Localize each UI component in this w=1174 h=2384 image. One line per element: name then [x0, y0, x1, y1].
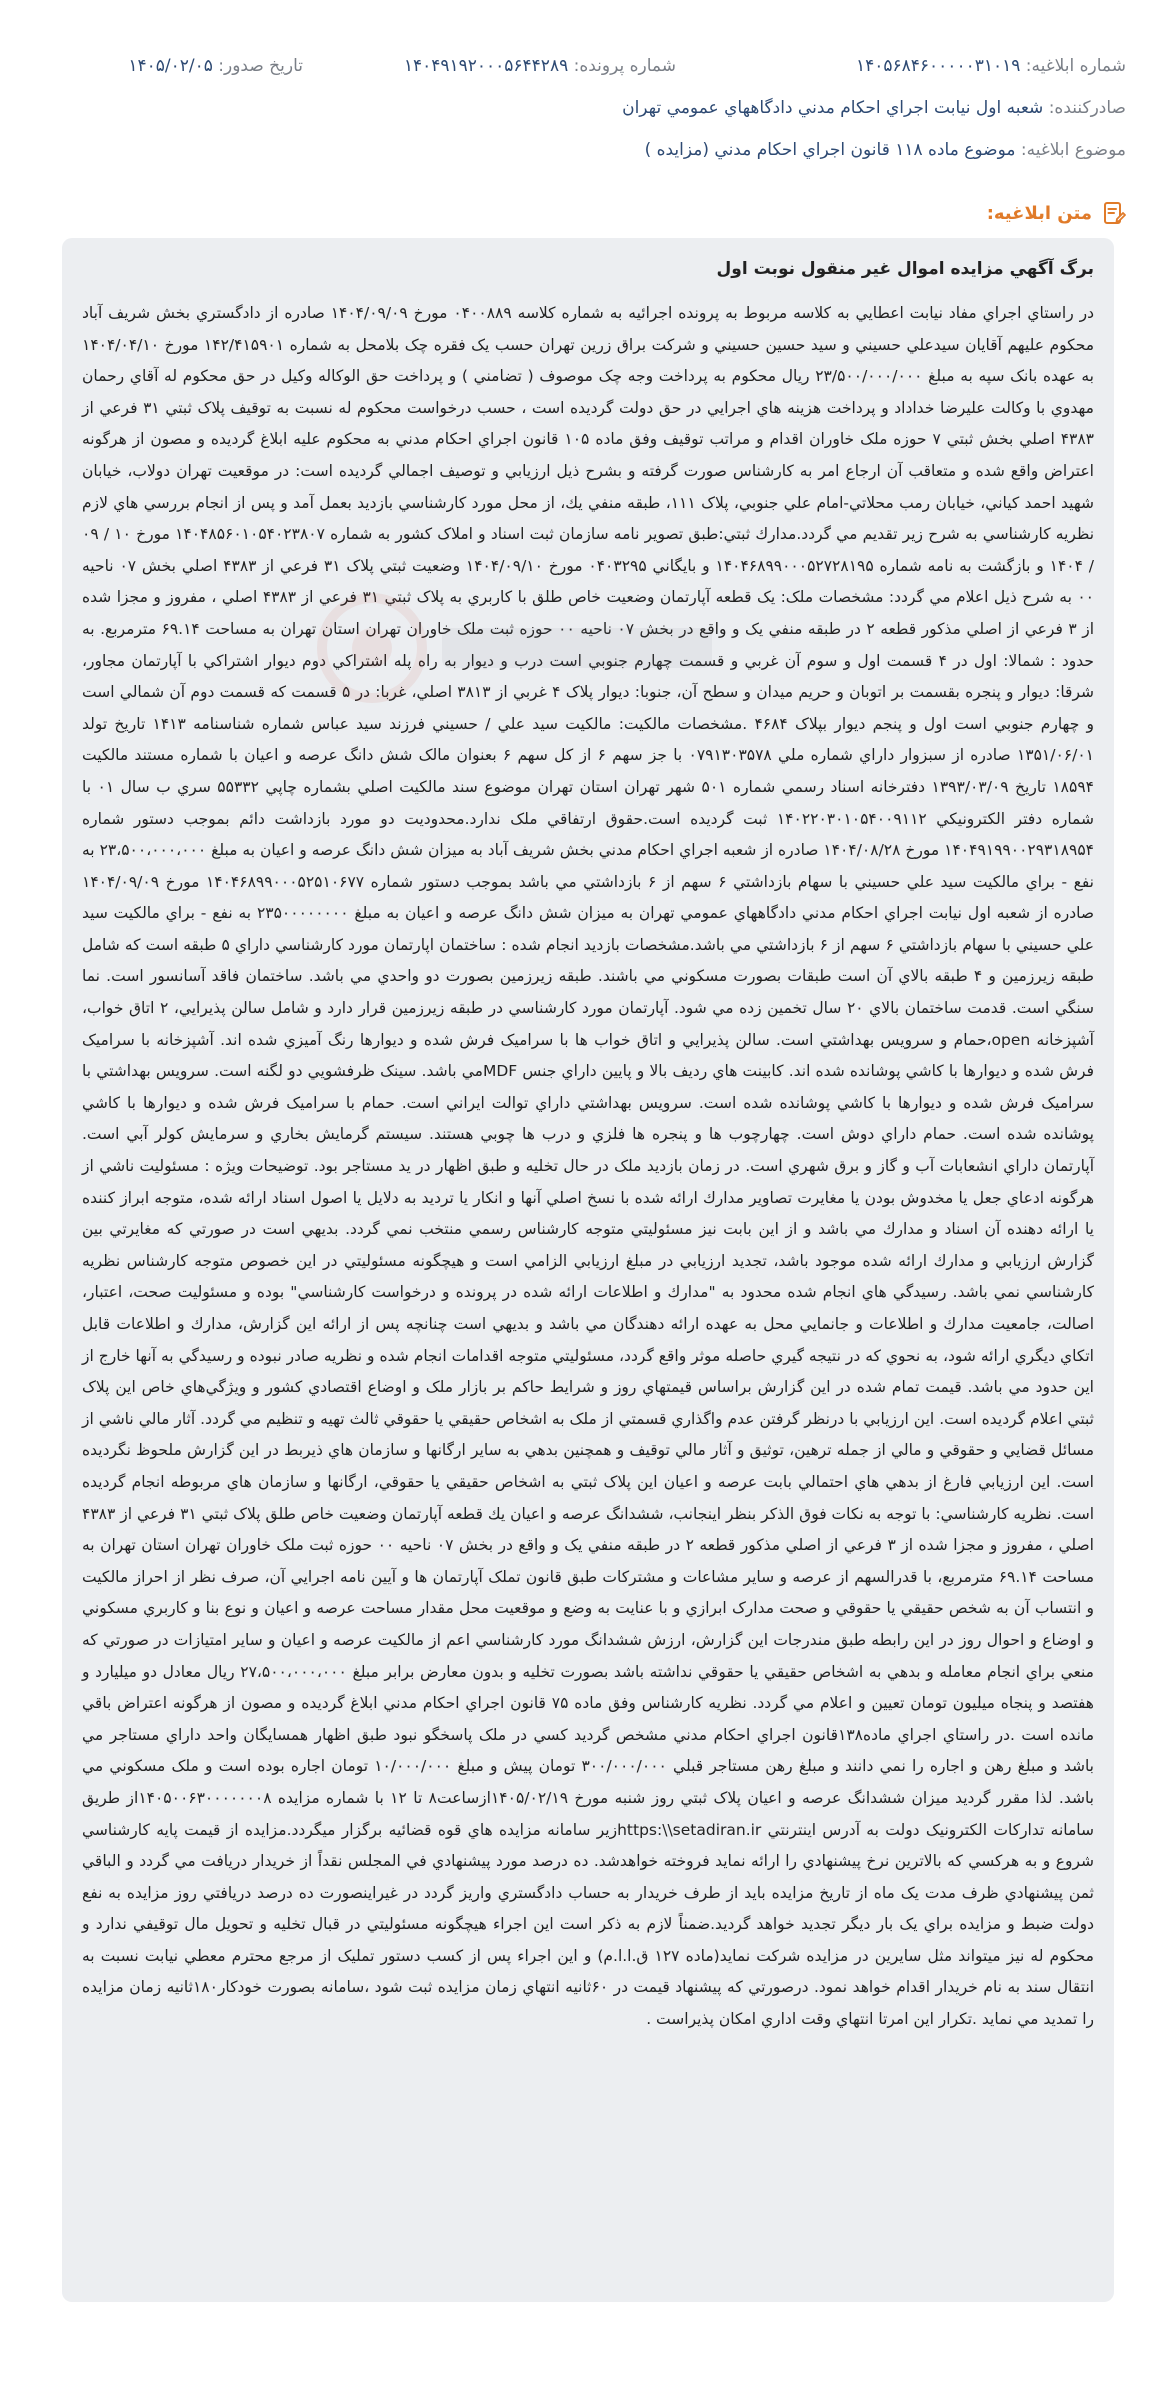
- notice-text-panel: [62, 238, 1114, 2302]
- issuer-label: صادرکننده:: [1048, 98, 1126, 118]
- notice-body: در راستاي اجراي مفاد نيابت اعطايي به كلاسه مربوط به پرونده اجرائيه به شماره كلاسه ۰۴۰۰۸۸۹ مورخ ۱۴۰۴/۰۹/۰۹ صادره از دادگستري بخش شريف آباد محكوم عليهم آقايان سيدعلي حسيني و سيد حسين حسيني و شركت براق زرين تهران حسب يک فقره چک بلامحل به شماره ۱۴۲/۴۱۵۹۰۱ مورخ ۱۴۰۴/۰۴/۱۰ به عهده بانک سپه به مبلغ ۲۳/۵۰۰/۰۰۰/۰۰۰ ريال محكوم به پرداخت وجه چک موصوف ( تضامني ) و پرداخت حق الوكاله وكيل در حق محكوم له آقاي رحمان مهدوي با وكالت عليرضا خداداد و پرداخت هزينه هاي اجرايي در حق دولت گرديده است ، حسب درخواست محكوم له نسبت به توقيف پلاک ثبتي ۳۱ فرعي از ۴۳۸۳ اصلي بخش ثبتي ۷ حوزه ملک خاوران اقدام و مراتب توقيف وفق ماده ۱۰۵ قانون اجراي احكام مدني به محكوم عليه ابلاغ گرديده و مصون از هرگونه اعتراض واقع شده و متعاقب آن ارجاع امر به كارشناس صورت گرفته و بشرح ذيل ارزيابي و توصيف اجمالي گرديده است: در موقعيت تهران دولاب، خيابان شهيد احمد كياني، خيابان رمب محلاتي-امام علي جنوبي، پلاک ۱۱۱، طبقه منفي يك، از محل مورد كارشناسي بازديد بعمل آمد و پس از انجام بررسي هاي لازم نظريه كارشناسي به شرح زير تقديم مي گردد.مدارك ثبتي:طبق تصوير نامه سازمان ثبت اسناد و املاک كشور به شماره ۱۴۰۴۸۵۶۰۱۰۵۴۰۲۳۸۰۷ مورخ ۱۰ / ۰۹ / ۱۴۰۴ و بازگشت به نامه شماره ۱۴۰۴۶۸۹۹۰۰۰۵۲۷۲۸۱۹۵ و بايگاني ۰۴۰۳۲۹۵ مورخ ۱۴۰۴/۰۹/۱۰ وضعيت ثبتي پلاک ۳۱ فرعي از ۴۳۸۳ اصلي بخش ۰۷ ناحيه ۰۰ به شرح ذيل اعلام مي گردد: مشخصات ملک: يک قطعه آپارتمان وضعيت خاص طلق با كاربري به پلاک ثبتي ۳۱ فرعي از ۴۳۸۳ اصلي ، مفروز و مجزا شده از ۳ فرعي از اصلي مذكور قطعه ۲ در طبقه منفي يک و واقع در بخش ۰۷ ناحيه ۰۰ حوزه ثبت ملک خاوران تهران استان تهران به مساحت ۶۹.۱۴ مترمربع. به حدود : شمالا: اول در ۴ قسمت اول و سوم آن غربي و قسمت چهارم جنوبي است درب و ديوار به راه پله اشتراكي دوم ديوار اشتراكي با آپارتمان مجاور، شرقا: ديوار و پنجره بقسمت بر اتوبان و حريم ميدان و سطح آن، جنوبا: ديوار پلاک ۴ غربي از ۳۸۱۳ اصلي، غربا: در ۵ قسمت كه قسمت دوم آن شمالي است و چهارم جنوبي است اول و پنجم ديوار بپلاک ۴۶۸۴ .مشخصات مالكيت: مالكيت سيد علي / حسيني فرزند سيد عباس شماره شناسنامه ۱۴۱۳ تاريخ تولد ۱۳۵۱/۰۶/۰۱ صادره از سبزوار داراي شماره ملي ۰۷۹۱۳۰۳۵۷۸ با جز سهم ۶ از كل سهم ۶ بعنوان مالک شش دانگ عرصه و اعيان با شماره مستند مالكيت ۱۸۵۹۴ تاريخ ۱۳۹۳/۰۳/۰۹ دفترخانه اسناد رسمي شماره ۵۰۱ شهر تهران استان تهران موضوع سند مالكيت اصلي بشماره چاپي ۵۵۳۳۲ سري ب سال ۰۱ با شماره دفتر الكترونيكي ۱۴۰۲۲۰۳۰۱۰۵۴۰۰۹۱۱۲ ثبت گرديده است.حقوق ارتفاقي ملک ندارد.محدوديت دو مورد بازداشت دائم بموجب دستور شماره ۱۴۰۴۹۱۹۹۰۰۲۹۳۱۸۹۵۴ مورخ ۱۴۰۴/۰۸/۲۸ صادره از شعبه اجراي احكام مدني بخش شريف آباد به ميزان شش دانگ عرصه و اعيان به مبلغ ۲۳،۵۰۰،۰۰۰،۰۰۰ به نفع - براي مالكيت سيد علي حسيني با سهام بازداشتي ۶ سهم از ۶ بازداشتي مي باشد بموجب دستور شماره ۱۴۰۴۶۸۹۹۰۰۰۵۲۵۱۰۶۷۷ مورخ ۱۴۰۴/۰۹/۰۹ صادره از شعبه اول نيابت اجراي احكام مدني دادگاههاي عمومي تهران به ميزان شش دانگ عرصه و اعيان به مبلغ ۲۳۵۰۰۰۰۰۰۰۰ به نفع - براي مالكيت سيد علي حسيني با سهام بازداشتي ۶ سهم از ۶ بازداشتي مي باشد.مشخصات بازديد انجام شده : ساختمان اپارتمان مورد كارشناسي داراي ۵ طبقه است كه شامل طبقه زيرزمين و ۴ طبقه بالاي آن است طبقات بصورت مسكوني مي باشند. طبقه زيرزمين بصورت دو واحدي مي باشد. ساختمان فاقد آسانسور است. نما سنگي است. قدمت ساختمان بالاي ۲۰ سال تخمين زده مي شود. آپارتمان مورد كارشناسي در طبقه زيرزمين قرار دارد و شامل سالن پذيرايي، ۲ اتاق خواب، آشپزخانه open،حمام و سرويس بهداشتي است. سالن پذيرايي و اتاق خواب ها با سراميک فرش شده و ديوارها رنگ آميزي شده اند. آشپزخانه با سراميک فرش شده و ديوارها با كاشي پوشانده شده اند. كابينت هاي رديف بالا و پايين داراي جنس MDFمي باشد. سينک ظرفشويي دو لگنه است. سرويس بهداشتي با سراميک فرش شده و ديوارها با كاشي پوشانده شده است. سرويس بهداشتي داراي توالت ايراني است. حمام با سراميک فرش شده و ديوارها با كاشي پوشانده شده است. حمام داراي دوش است. چهارچوب ها و پنجره ها فلزي و درب ها چوبي هستند. سيستم گرمايش بخاري و سرمايش كولر آبي است. آپارتمان داراي انشعابات آب و گاز و برق شهري است. در زمان بازديد ملک در حال تخليه و طبق اظهار در يد مستاجر بود. توضيحات ويژه : مسئوليت ناشي از هرگونه ادعاي جعل يا مخدوش بودن يا مغايرت تصاوير مدارك ارائه شده با نسخ اصلي آنها و انكار يا ترديد به دلايل يا اصول اسناد ارائه شده، متوجه ابراز كننده يا ارائه دهنده آن اسناد و مدارك مي باشد و از اين بابت نيز مسئوليتي متوجه كارشناس رسمي منتخب نمي گردد. بديهي است در صورتي كه مغايرتي بين گزارش ارزيابي و مدارك ارائه شده موجود باشد، تجديد ارزيابي در مبلغ ارزيابي الزامي است و هيچگونه مسئوليتي در اين خصوص متوجه كارشناس نظريه كارشناسي نمي باشد. رسيدگي هاي انجام شده محدود به "مدارك و اطلاعات ارائه شده در پرونده و درخواست كارشناسي" بوده و مسئوليت صحت، اعتبار، اصالت، جامعيت مدارك و اطلاعات و جانمايي محل به عهده ارائه دهندگان مي باشد و بديهي است چنانچه پس از ارائه اين گزارش، مدارك و اطلاعات قابل اتكاي ديگري ارائه شود، به نحوي كه در نتيجه گيري حاصله موثر واقع گردد، مسئوليتي متوجه اقدامات انجام شده و نظريه صادر نبوده و رسيدگي به آنها خارج از اين حدود مي باشد. قيمت تمام شده در اين گزارش براساس قيمتهاي روز و شرايط حاكم بر بازار ملک و اوضاع اقتصادي كشور و ويژگي‌هاي خاص اين پلاک ثبتي اعلام گرديده است. اين ارزيابي با درنظر گرفتن عدم واگذاري قسمتي از ملک به اشخاص حقيقي يا حقوقي ثالث تهيه و تنظيم مي گردد. آثار مالي ناشي از مسائل قضايي و حقوقي و مالي از جمله ترهين، توثيق و آثار مالي توقيف و همچنين بدهي به ساير ارگانها و سازمان هاي ذيربط در اين گزارش ملحوظ نگرديده است. اين ارزيابي فارغ از بدهي هاي احتمالي بابت عرصه و اعيان اين پلاک ثبتي به اشخاص حقيقي يا حقوقي، ارگانها و سازمان هاي مربوطه انجام گرديده است. نظريه كارشناسي: با توجه به نكات فوق الذكر بنظر اينجانب، ششدانگ عرصه و اعيان يك قطعه آپارتمان وضعيت خاص طلق پلاک ثبتي ۳۱ فرعي از ۴۳۸۳ اصلي ، مفروز و مجزا شده از ۳ فرعي از اصلي مذكور قطعه ۲ در طبقه منفي يک و واقع در بخش ۰۷ ناحيه ۰۰ حوزه ثبت ملک خاوران تهران استان تهران به مساحت ۶۹.۱۴ مترمربع، با قدرالسهم از عرصه و ساير مشاعات و مشتركات طبق قانون تملک آپارتمان ها و آيين نامه اجرايي آن، صرف نظر از احراز مالكيت و انتساب آن به شخص حقيقي يا حقوقي و صحت مدارک ابرازي و با عنايت به وضع و موقعيت محل مقدار مساحت عرصه و اعيان و نوع بنا و كاربري مسكوني و اوضاع و احوال روز در اين رابطه طبق مندرجات اين گزارش، ارزش ششدانگ مورد كارشناسي اعم از مالكيت عرصه و اعيان و ساير امتيازات در صورتي كه منعي براي انجام معامله و بدهي به اشخاص حقيقي يا حقوقي نداشته باشد بصورت تخليه و بدون معارض برابر مبلغ ۲۷،۵۰۰،۰۰۰،۰۰۰ ريال معادل دو ميليارد و هفتصد و پنجاه ميليون تومان تعيين و اعلام مي گردد. نظريه كارشناس وفق ماده ۷۵ قانون اجراي احكام مدني ابلاغ گرديده و مصون از هرگونه اعتراض باقي مانده است .در راستاي اجراي ماده۱۳۸قانون اجراي احكام مدني مشخص گرديد كسي در ملک پاسخگو نبود طبق اظهار همسايگان واحد داراي مستاجر مي باشد و مبلغ رهن و اجاره را نمي دانند و مبلغ رهن مستاجر قبلي ۳۰۰/۰۰۰/۰۰۰ تومان پيش و مبلغ ۱۰/۰۰۰/۰۰۰ تومان اجاره بوده است و ملک مسكوني مي باشد. لذا مقرر گرديد ميزان ششدانگ عرصه و اعيان پلاک ثبتي روز شنبه مورخ ۱۴۰۵/۰۲/۱۹ازساعت۸ تا ۱۲ با شماره مزايده ۱۴۰۵۰۰۶۳۰۰۰۰۰۰۰۸از طريق سامانه تداركات الكترونيک دولت به آدرس اينترنتي https:\\setadiran.irزير سامانه مزايده هاي قوه قضائيه برگزار ميگردد.مزايده از قيمت پايه كارشناسي شروع و به هركسي كه بالاترين نرخ پيشنهادي را ارائه نمايد فروخته خواهدشد. ده درصد مورد پيشنهادي في المجلس نقداً از خريدار دريافت مي گردد و الباقي ثمن پيشنهادي ظرف مدت يک ماه از تاريخ مزايده بايد از طرف خريدار به حساب دادگستري واريز گردد در غيراينصورت ده درصد دريافتي روز مزايده به نفع دولت ضبط و مزايده براي يک بار ديگر تجديد خواهد گرديد.ضمناً لازم به ذكر است اين اجراء هيچگونه مسئوليتي در قبال تخليه و تحويل مال توقيفي ندارد و محكوم له نيز ميتواند مثل سايرين در مزايده شركت نمايد(ماده ۱۲۷ ق.ا.ا.م) و اين اجراء پس از كسب دستور تمليک از مرجع محترم معطي نيابت نسبت به انتقال سند به نام خريدار اقدام خواهد نمود. درصورتي كه پيشنهاد قيمت در ۶۰ثانيه انتهاي زمان مزايده ثبت شود ،سامانه بصورت خودكار۱۸۰ثانيه زمان مزايده را تمديد مي نمايد .تكرار اين امرتا انتهاي وقت اداري امكان پذيراست .: [82, 304, 1095, 2029]
- notice-number: [856, 56, 1126, 76]
- case-number-value: ۱۴۰۴۹۱۹۲۰۰۰۵۶۴۴۲۸۹: [403, 56, 569, 76]
- issue-date-value: ۱۴۰۵/۰۲/۰۵: [128, 56, 213, 76]
- document-edit-icon: [1102, 200, 1126, 226]
- issuer-row: [48, 98, 1126, 118]
- notice-text-heading: [987, 200, 1126, 226]
- notice-number-label: شماره ابلاغيه:: [1025, 56, 1126, 76]
- notice-number-value: ۱۴۰۵۶۸۴۶۰۰۰۰۰۳۱۰۱۹: [856, 56, 1021, 76]
- issuer-value: شعبه اول نيابت اجراي احكام مدني دادگاههاي عمومي تهران: [622, 98, 1044, 118]
- issue-date-label: تاریخ صدور:: [218, 56, 303, 76]
- notice-title: برگ آگهي مزايده اموال غير منقول نوبت اول: [716, 259, 1094, 279]
- case-number: [404, 56, 676, 76]
- notice-text-heading-label: متن ابلاغیه:: [986, 202, 1092, 224]
- subject-row: [48, 140, 1126, 160]
- subject-label: موضوع ابلاغیه:: [1020, 140, 1126, 160]
- case-number-label: شماره پرونده:: [573, 56, 676, 76]
- subject-value: موضوع ماده ۱۱۸ قانون اجراي احكام مدني (مزايده ): [644, 140, 1016, 160]
- issue-date: [128, 56, 303, 76]
